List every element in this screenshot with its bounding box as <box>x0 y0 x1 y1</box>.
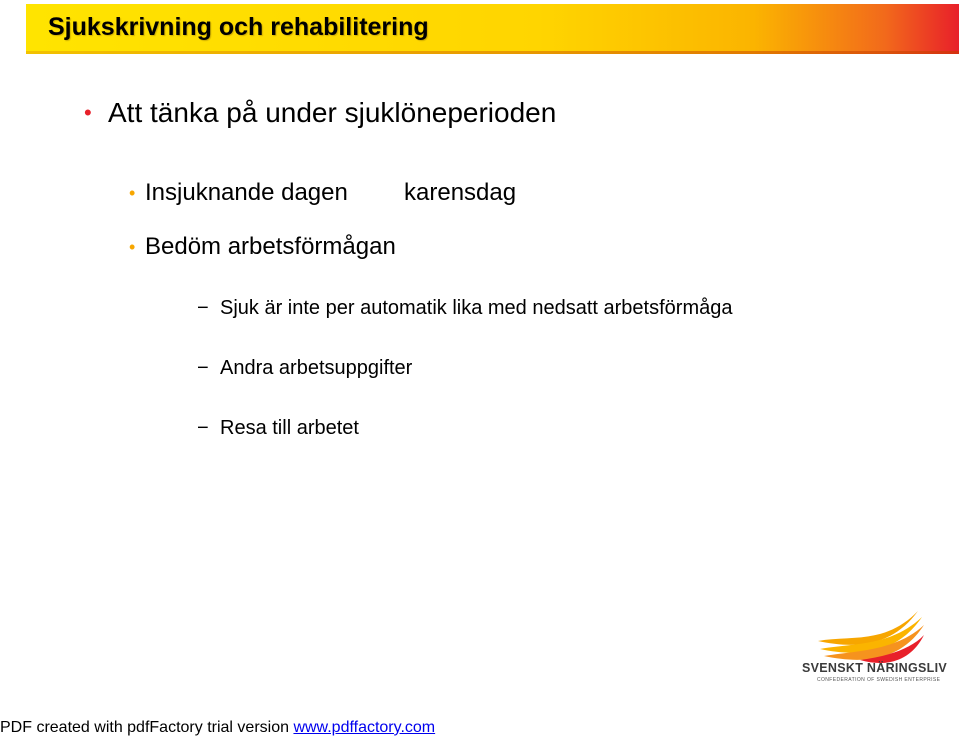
dash-icon: − <box>197 417 209 439</box>
bullet-icon: • <box>129 237 136 257</box>
sub-bullet-text: Bedöm arbetsförmågan <box>145 233 396 260</box>
dash-icon: − <box>197 297 209 319</box>
dash-icon: − <box>197 357 209 379</box>
footer-text: PDF created with pdfFactory trial version <box>0 719 294 736</box>
bullet-icon: • <box>84 100 92 125</box>
pdf-footer <box>0 719 435 737</box>
logo-tagline: CONFEDERATION OF SWEDISH ENTERPRISE <box>817 677 941 683</box>
slide-title: Sjukskrivning och rehabilitering <box>48 13 429 41</box>
dash-text: Sjuk är inte per automatik lika med nedsatt arbetsförmåga <box>220 297 733 319</box>
sub-bullet-text: Insjuknande dagen <box>145 179 348 206</box>
sub-bullet-value: karensdag <box>404 179 517 206</box>
logo-name: SVENSKT NÄRINGSLIV <box>802 661 947 675</box>
bullet-text: Att tänka på under sjuklöneperioden <box>108 97 557 128</box>
dash-text: Andra arbetsuppgifter <box>220 357 413 379</box>
dash-text: Resa till arbetet <box>220 417 359 439</box>
bullet-icon: • <box>129 183 136 203</box>
footer-link[interactable]: www.pdffactory.com <box>293 719 436 736</box>
